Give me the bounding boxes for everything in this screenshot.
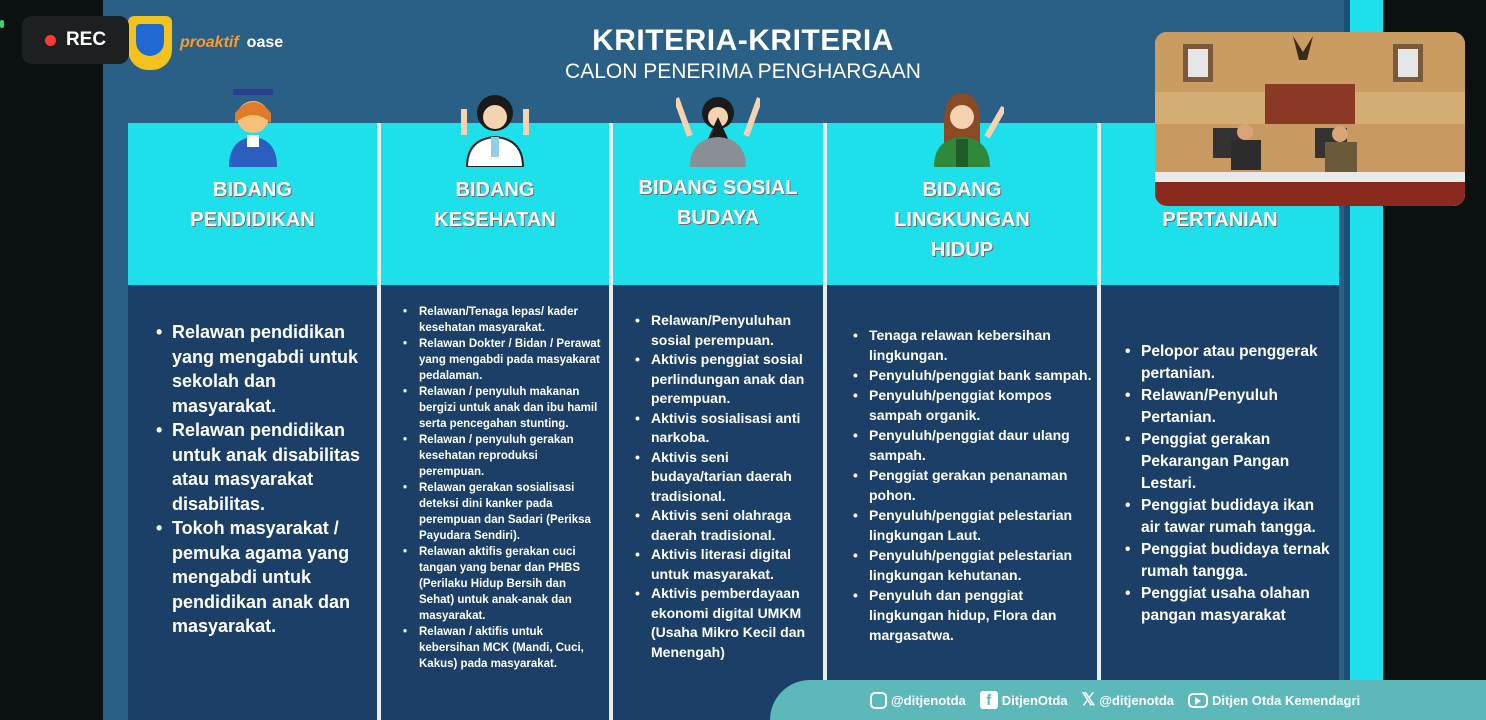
list-item: • Penyuluh/penggiat kompos sampah organik. <box>853 385 1093 425</box>
list-item: • Tenaga relawan kebersihan lingkungan. <box>853 325 1093 365</box>
criteria-list <box>156 320 366 639</box>
list-item: • Penyuluh/penggiat daur ulang sampah. <box>853 425 1093 465</box>
list-item: • Tokoh masyarakat / pemuka agama yang mengabdi untuk pendidikan anak dan masyarakat. <box>156 516 366 639</box>
column-title: BIDANG SOSIAL BUDAYA <box>638 177 798 229</box>
list-item: • Relawan aktifis gerakan cuci tangan yang benar dan PHBS (Perilaku Hidup Bersih dan Sehat) untuk anak-anak dan masyarakat. <box>403 544 603 624</box>
list-item: • Penggiat gerakan Pekarangan Pangan Lestari. <box>1125 429 1335 495</box>
list-item: • Aktivis pemberdayaan ekonomi digital UMKM (Usaha Mikro Kecil dan Menengah) <box>635 584 819 662</box>
list-item: • Relawan/Penyuluh Pertanian. <box>1125 385 1335 429</box>
slide-subtitle: CALON PENERIMA PENGHARGAAN <box>565 60 921 83</box>
list-item: • Aktivis literasi digital untuk masyarakat. <box>635 545 819 584</box>
graduate-woman-icon <box>211 83 295 167</box>
youtube-text: Ditjen Otda Kemendagri <box>1212 692 1361 708</box>
criteria-list <box>635 311 819 662</box>
column-title: BIDANG KESEHATAN <box>434 179 556 231</box>
criteria-list <box>853 325 1093 645</box>
list-item: • Penggiat budidaya ternak rumah tangga. <box>1125 539 1335 583</box>
list-item: • Penggiat budidaya ikan air tawar rumah tangga. <box>1125 495 1335 539</box>
list-item: • Relawan / penyuluh gerakan kesehatan reproduksi perempuan. <box>403 432 603 480</box>
slide-title: KRITERIA-KRITERIA <box>592 24 894 57</box>
emblem-logo-icon <box>128 16 172 70</box>
list-item: • Relawan/Penyuluhan sosial perempuan. <box>635 311 819 350</box>
list-item: • Aktivis seni olahraga daerah tradisional. <box>635 506 819 545</box>
list-item: • Pelopor atau penggerak pertanian. <box>1125 341 1335 385</box>
record-dot-icon <box>45 35 56 46</box>
logo-group <box>128 16 283 70</box>
list-item: • Penggiat usaha olahan pangan masyarakat <box>1125 583 1335 627</box>
column-header <box>827 123 1097 285</box>
proaktif-logo: proaktif <box>180 34 239 51</box>
doctor-woman-icon <box>453 83 537 167</box>
column-body <box>128 285 377 720</box>
list-item: • Penyuluh dan penggiat lingkungan hidup, Flora dan margasatwa. <box>853 585 1093 645</box>
column-body <box>381 285 609 720</box>
list-item: • Aktivis penggiat sosial perlindungan anak dan perempuan. <box>635 350 819 409</box>
list-item: • Relawan gerakan sosialisasi deteksi dini kanker pada perempuan dan Sadari (Periksa Payudara Sendiri). <box>403 480 603 544</box>
facebook-text: DitjenOtda <box>1001 692 1068 708</box>
instagram-text: @ditjenotda <box>891 692 966 708</box>
list-item: • Penyuluh/penggiat pelestarian lingkungan kehutanan. <box>853 545 1093 585</box>
column-title: BIDANG PENDIDIKAN <box>190 179 315 231</box>
woman-cheering-icon <box>676 83 760 167</box>
facebook-icon: f <box>980 691 998 709</box>
youtube-handle[interactable] <box>1188 693 1360 708</box>
list-item: • Relawan/Tenaga lepas/ kader kesehatan masyarakat. <box>403 304 603 336</box>
column-title: PERTANIAN <box>1162 209 1278 231</box>
column-header <box>128 123 377 285</box>
status-indicator <box>0 20 4 28</box>
list-item: • Relawan Dokter / Bidan / Perawat yang mengabdi pada masyakarat pedalaman. <box>403 336 603 384</box>
column-body <box>827 285 1097 720</box>
oase-logo: oase <box>246 34 284 51</box>
video-feed <box>1155 32 1465 206</box>
column-body <box>1101 285 1339 720</box>
list-item: • Relawan pendidikan untuk anak disabilitas atau masyarakat disabilitas. <box>156 418 366 516</box>
column-title: BIDANG LINGKUNGAN HIDUP <box>894 179 1030 261</box>
list-item: • Penyuluh/penggiat bank sampah. <box>853 365 1093 385</box>
recording-label: REC <box>65 29 107 50</box>
column-header <box>613 123 823 285</box>
recording-badge[interactable] <box>22 16 129 64</box>
criteria-list <box>1125 341 1335 627</box>
social-footer <box>770 680 1486 720</box>
woman-green-icon <box>920 83 1004 167</box>
x-text: @ditjenotda <box>1099 692 1175 708</box>
list-item: • Relawan / penyuluh makanan bergizi untuk anak dan ibu hamil serta pencegahan stunting. <box>403 384 603 432</box>
participant-video-tile[interactable] <box>1155 32 1465 206</box>
column-header <box>381 123 609 285</box>
x-icon: 𝕏 <box>1081 690 1096 709</box>
column-body <box>613 285 823 720</box>
instagram-handle[interactable] <box>870 692 966 709</box>
list-item: • Relawan pendidikan yang mengabdi untuk sekolah dan masyarakat. <box>156 320 366 418</box>
list-item: • Aktivis sosialisasi anti narkoba. <box>635 409 819 448</box>
list-item: • Relawan / aktifis untuk kebersihan MCK (Mandi, Cuci, Kakus) pada masyarakat. <box>403 624 603 672</box>
list-item: • Penyuluh/penggiat pelestarian lingkungan Laut. <box>853 505 1093 545</box>
criteria-list <box>403 304 603 672</box>
list-item: • Penggiat gerakan penanaman pohon. <box>853 465 1093 505</box>
list-item: • Aktivis seni budaya/tarian daerah tradisional. <box>635 448 819 507</box>
x-handle[interactable] <box>1082 690 1175 710</box>
instagram-icon <box>870 692 887 709</box>
youtube-icon <box>1188 693 1208 708</box>
facebook-handle[interactable] <box>980 691 1068 709</box>
